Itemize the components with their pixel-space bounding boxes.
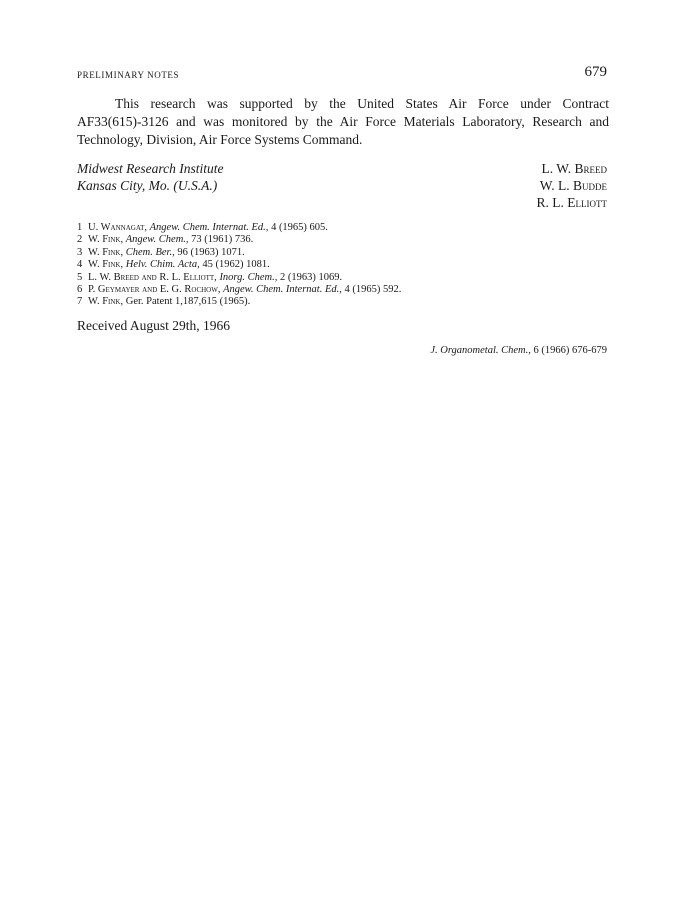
- reference-item: 1 U. Wannagat, Angew. Chem. Internat. Ed., 4 (1965) 605.: [77, 222, 328, 233]
- journal-citation: [430, 345, 607, 356]
- author-3: R. L. Elliott: [536, 195, 607, 210]
- affiliation-line-1: Midwest Research Institute: [77, 161, 224, 176]
- section-header: PRELIMINARY NOTES: [77, 70, 180, 80]
- reference-item: 4 W. Fink, Helv. Chim. Acta, 45 (1962) 1081.: [77, 259, 270, 271]
- author-list: [537, 160, 607, 211]
- received-date: Received August 29th, 1966: [77, 318, 230, 333]
- author-2: W. L. Budde: [539, 178, 607, 193]
- page-number: 679: [584, 64, 607, 80]
- reference-item: 2 W. Fink, Angew. Chem., 73 (1961) 736.: [77, 234, 254, 246]
- affiliation-line-2: Kansas City, Mo. (U.S.A.): [77, 178, 218, 193]
- reference-list: [77, 222, 617, 309]
- citation-journal: J. Organometal. Chem.,: [430, 345, 531, 356]
- reference-item: 3 W. Fink, Chem. Ber., 96 (1963) 1071.: [77, 246, 245, 258]
- reference-item: 5 L. W. Breed and R. L. Elliott, Inorg. Chem., 2 (1963) 1069.: [77, 271, 343, 283]
- citation-volume: 6 (1966) 676-679: [533, 345, 607, 356]
- affiliation: [77, 160, 223, 194]
- acknowledgement-paragraph: This research was supported by the United States Air Force under Contract AF33(615)-3126 and was monitored by the Air Force Materials Laboratory, Research and Technology, Division, Air Force Systems Command.: [77, 96, 609, 147]
- reference-item: 7 W. Fink, Ger. Patent 1,187,615 (1965).: [77, 296, 251, 308]
- author-1: L. W. Breed: [541, 161, 607, 176]
- reference-item: 6 P. Geymayer and E. G. Rochow, Angew. Chem. Internat. Ed., 4 (1965) 592.: [77, 284, 402, 296]
